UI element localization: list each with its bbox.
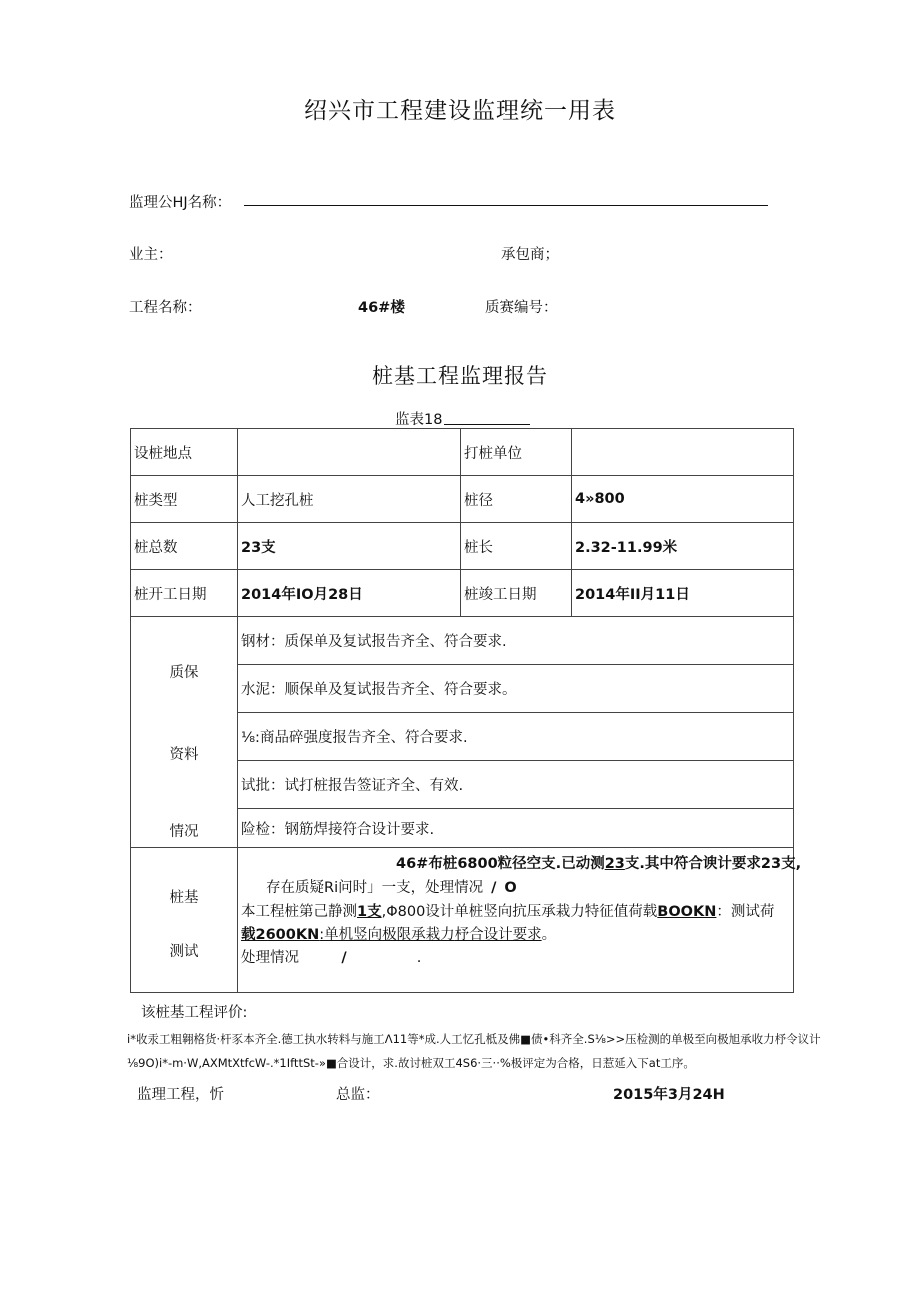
- end-date-label: 桩竣工日期: [461, 570, 572, 617]
- diameter-value: 4»800: [572, 476, 794, 523]
- start-date-value: 2014年IO月28日: [238, 570, 461, 617]
- pile-test-content: [238, 848, 802, 993]
- pile-type-label: 桩类型: [131, 476, 238, 523]
- quality-item-concrete: ⅛:商品碎强度报告齐全、符合要求.: [238, 713, 794, 761]
- engineer-signature-label: 监理工程，忻: [137, 1087, 224, 1103]
- quality-label-2: 资料: [169, 747, 199, 763]
- chief-signature-label: 总监：: [336, 1087, 380, 1103]
- test-line-3: 本工程桩第己静测1支,Φ800设计单桩竖向抗压承栽力特征值荷载BOOKN：测试荷: [241, 904, 775, 920]
- quality-label-1: 质保: [169, 665, 199, 681]
- piling-unit-label: 打桩单位: [461, 429, 572, 476]
- diameter-label: 桩径: [461, 476, 572, 523]
- total-label: 桩总数: [131, 523, 238, 570]
- pile-test-label: [131, 848, 238, 993]
- project-label: 工程名称：: [129, 300, 202, 316]
- table-row: [131, 523, 794, 570]
- test-line-1: 46#布桩6800粒径空支.已动测23支.其中符合谀计要求23支,: [396, 856, 802, 872]
- table-row: [131, 617, 794, 665]
- quality-item-steel: 钢材：质保单及复试报告齐全、符合要求.: [238, 617, 794, 665]
- table-row: [131, 429, 794, 476]
- evaluation-label: 该桩基工程评价:: [141, 1005, 248, 1021]
- test-label-1: 桩基: [169, 890, 199, 906]
- report-title: 桩基工程监理报告: [372, 364, 548, 388]
- contractor-label: 承包商；: [501, 247, 559, 263]
- quality-item-weld: 险检：钢筋焊接符合设计要求.: [238, 809, 794, 848]
- form-number-underline: [444, 424, 530, 425]
- quality-no-label: 质赛编号：: [485, 300, 558, 316]
- evaluation-line-2: ⅛9O)i*-m·W,AXMtXtfcW-.*1IfttSt-»■合设计，求.故讨桩双工4S6·三··%极评定为合格，日惹延入下at工序。: [127, 1056, 695, 1070]
- quality-docs-label: [131, 617, 238, 848]
- quality-label-3: 情况: [169, 824, 199, 840]
- table-row: [131, 570, 794, 617]
- test-line-4: 载2600KN:单机竖向极限承栽力杼合设计要求。: [241, 927, 557, 943]
- owner-label: 业主：: [129, 247, 173, 263]
- test-line-2: 存在质疑Ri问时」一支，处理情况 / O: [266, 880, 517, 896]
- pile-type-value: 人工挖孔桩: [238, 476, 461, 523]
- table-row: [131, 476, 794, 523]
- form-number: 监表18: [395, 412, 443, 428]
- length-label: 桩长: [461, 523, 572, 570]
- quality-item-trial-pile: 试批：试打桩报告签证齐全、有效.: [238, 761, 794, 809]
- total-value: 23支: [238, 523, 461, 570]
- sign-date: 2015年3月24H: [613, 1087, 725, 1103]
- project-value: 46#楼: [358, 300, 405, 316]
- site-label: 设桩地点: [131, 429, 238, 476]
- start-date-label: 桩开工日期: [131, 570, 238, 617]
- length-value: 2.32-11.99米: [572, 523, 794, 570]
- test-line-5: 处理情况 / .: [241, 950, 422, 966]
- end-date-value: 2014年II月11日: [572, 570, 794, 617]
- piling-unit-value: [572, 429, 794, 476]
- supervisor-label: 监理公HJ名称：: [129, 195, 232, 211]
- pile-report-table: [130, 428, 802, 993]
- supervisor-underline: [244, 205, 768, 206]
- site-value: [238, 429, 461, 476]
- quality-item-cement: 水泥：顺保单及复试报告齐全、符合要求。: [238, 665, 794, 713]
- evaluation-line-1: i*收汞工粗翱格货·杆豕本齐全.德工执水转料与施工Λ11等*成.人工忆孔柢及佛■债•科齐全.S⅛>>压检测的单极至向极旭承收力杼令议计: [127, 1032, 821, 1046]
- table-row: [131, 848, 794, 993]
- document-title: 绍兴市工程建设监理统一用表: [304, 98, 616, 124]
- test-label-2: 测试: [169, 944, 199, 960]
